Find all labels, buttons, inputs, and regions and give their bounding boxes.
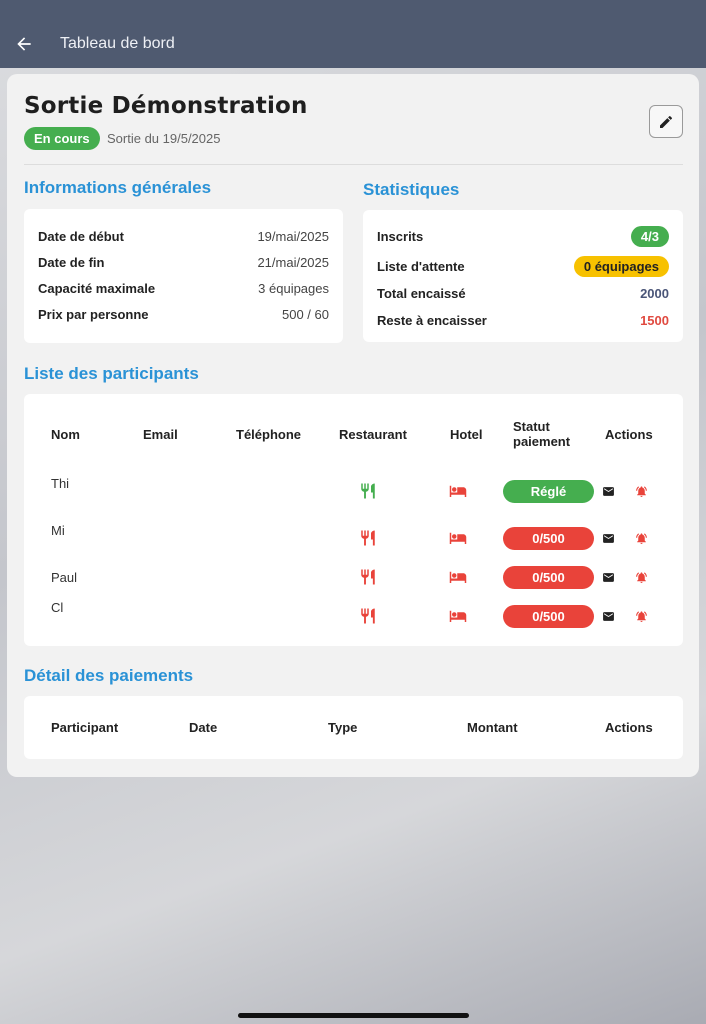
envelope-icon[interactable] — [600, 608, 616, 624]
home-indicator[interactable] — [238, 1013, 469, 1018]
participants-title: Liste des participants — [24, 364, 199, 383]
page-title: Sortie Démonstration — [24, 93, 308, 119]
col-header-name: Nom — [51, 427, 80, 442]
col-header-date: Date — [189, 720, 218, 735]
total-collected-value: 2000 — [640, 285, 669, 301]
payment-status-pill[interactable]: 0/500 — [503, 566, 594, 589]
stat-label: Total encaissé — [377, 285, 466, 301]
info-row-capacity — [38, 278, 329, 298]
participant-name: Mi — [51, 523, 65, 538]
bed-icon — [447, 567, 469, 587]
col-header-status-line2: paiement — [513, 434, 571, 449]
stat-row-total-collected — [377, 283, 669, 303]
edit-button[interactable] — [649, 105, 683, 138]
stat-row-remaining — [377, 310, 669, 330]
info-row-end-date — [38, 252, 329, 272]
bed-icon — [447, 528, 469, 548]
fork-knife-icon — [358, 528, 378, 548]
statistics-panel — [363, 210, 683, 342]
col-header-payment-status — [513, 419, 570, 449]
stat-label: Inscrits — [377, 228, 424, 244]
payment-status-pill[interactable]: 0/500 — [503, 527, 594, 550]
info-row-start-date — [38, 226, 329, 246]
info-label: Date de début — [38, 228, 124, 244]
status-badge: En cours — [24, 127, 100, 150]
stat-label: Liste d'attente — [377, 258, 465, 274]
registered-count-badge: 4/3 — [631, 226, 669, 247]
fork-knife-icon — [358, 567, 378, 587]
alarm-bell-icon[interactable] — [633, 569, 649, 585]
info-label: Prix par personne — [38, 306, 149, 322]
fork-knife-icon — [358, 481, 378, 501]
pencil-icon — [658, 114, 674, 130]
info-label: Capacité maximale — [38, 280, 156, 296]
event-card — [7, 74, 699, 777]
envelope-icon[interactable] — [600, 530, 616, 546]
col-header-participant: Participant — [51, 720, 119, 735]
payment-status-pill[interactable]: Réglé — [503, 480, 594, 503]
app-bar-title: Tableau de bord — [60, 35, 175, 52]
bed-icon — [447, 606, 469, 626]
general-info-title: Informations générales — [24, 178, 212, 197]
app-bar — [0, 0, 706, 68]
bed-icon — [447, 481, 469, 501]
participant-name: Paul — [51, 570, 78, 585]
col-header-type: Type — [328, 720, 358, 735]
remaining-value: 1500 — [640, 312, 669, 328]
col-header-email: Email — [143, 427, 178, 442]
participant-name: Cl — [51, 600, 64, 615]
event-date-subtitle: Sortie du 19/5/2025 — [107, 131, 221, 146]
col-header-actions: Actions — [605, 427, 653, 442]
fork-knife-icon — [358, 606, 378, 626]
payments-table — [24, 696, 683, 759]
col-header-payment-actions: Actions — [605, 720, 653, 735]
general-info-panel — [24, 209, 343, 343]
info-value: 3 équipages — [258, 280, 329, 296]
info-value: 21/mai/2025 — [257, 254, 329, 270]
payments-title: Détail des paiements — [24, 666, 194, 685]
envelope-icon[interactable] — [600, 483, 616, 499]
header-divider — [24, 164, 683, 165]
stat-label: Reste à encaisser — [377, 312, 487, 328]
payment-status-pill[interactable]: 0/500 — [503, 605, 594, 628]
col-header-status-line1: Statut — [513, 419, 550, 434]
stat-row-registered — [377, 226, 669, 246]
envelope-icon[interactable] — [600, 569, 616, 585]
participant-name: Thi — [51, 476, 70, 491]
stat-row-waiting-list — [377, 256, 669, 276]
info-row-price — [38, 304, 329, 324]
col-header-restaurant: Restaurant — [339, 427, 407, 442]
waiting-list-badge: 0 équipages — [574, 256, 669, 277]
alarm-bell-icon[interactable] — [633, 530, 649, 546]
info-label: Date de fin — [38, 254, 105, 270]
participants-table — [24, 394, 683, 646]
arrow-left-icon[interactable] — [0, 20, 48, 68]
alarm-bell-icon[interactable] — [633, 483, 649, 499]
info-value: 19/mai/2025 — [257, 228, 329, 244]
statistics-title: Statistiques — [363, 180, 460, 199]
alarm-bell-icon[interactable] — [633, 608, 649, 624]
col-header-phone: Téléphone — [236, 427, 302, 442]
col-header-amount: Montant — [467, 720, 518, 735]
info-value: 500 / 60 — [282, 306, 329, 322]
col-header-hotel: Hotel — [450, 427, 483, 442]
